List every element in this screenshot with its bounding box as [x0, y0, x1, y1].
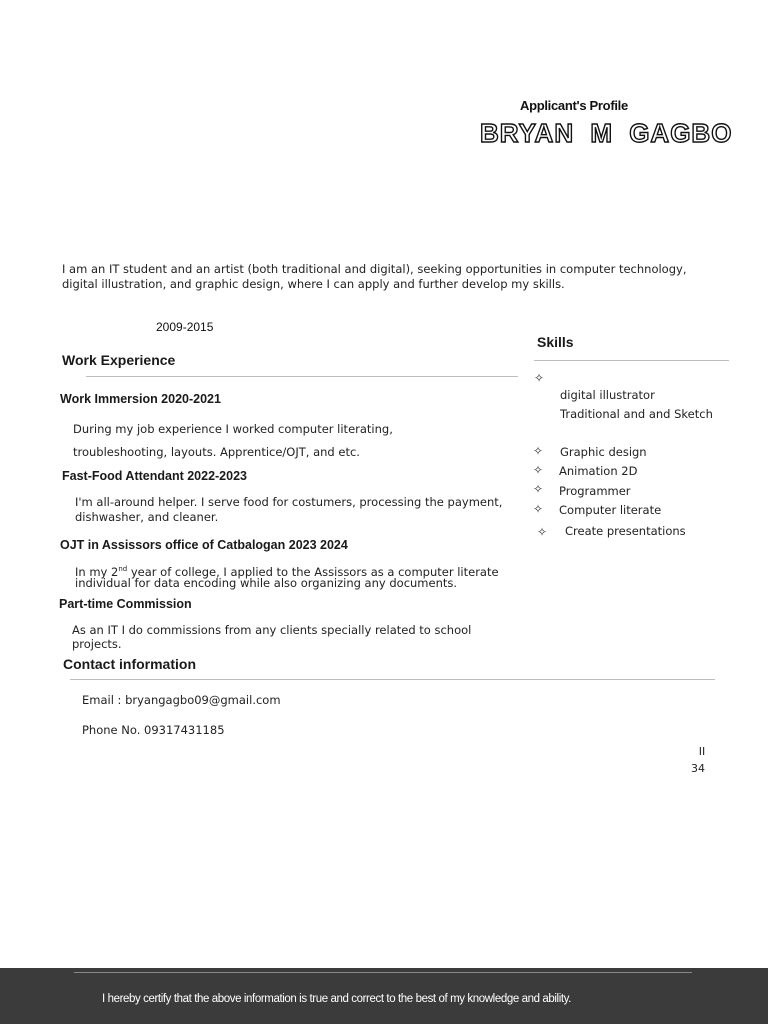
job-title: Fast-Food Attendant 2022-2023	[62, 469, 247, 483]
job-title: OJT in Assissors office of Catbalogan 2023 2024	[60, 538, 348, 552]
job-description-line: I'm all-around helper. I serve food for costumers, processing the payment,	[75, 495, 503, 509]
skill-item: Graphic design	[560, 445, 647, 459]
footer-divider	[74, 972, 692, 973]
contact-heading: Contact information	[63, 656, 196, 672]
job-description-line: troubleshooting, layouts. Apprentice/OJT, and etc.	[73, 445, 360, 459]
years-label: 2009-2015	[156, 320, 214, 334]
skill-item: Animation 2D	[559, 464, 638, 478]
job-description-line: As an IT I do commissions from any clients specially related to school	[72, 623, 472, 637]
skill-item: Computer literate	[559, 503, 662, 517]
page-number: 34	[691, 762, 705, 775]
job-description-line: During my job experience I worked computer literating,	[73, 422, 393, 436]
job-description-line: dishwasher, and cleaner.	[75, 510, 219, 524]
contact-divider	[70, 679, 715, 680]
applicant-name: BRYAN M GAGBO	[480, 118, 733, 148]
skills-divider	[534, 360, 729, 361]
page-marker: II	[698, 745, 706, 758]
skill-item: Create presentations	[565, 524, 686, 538]
sparkle-bullet-icon: ✧	[537, 525, 548, 539]
email-text: Email : bryangagbo09@gmail.com	[82, 693, 281, 707]
skills-heading: Skills	[537, 334, 574, 350]
skill-item: digital illustrator	[560, 388, 655, 402]
sparkle-bullet-icon: ✧	[533, 482, 544, 496]
skill-item: Programmer	[559, 484, 631, 498]
work-experience-divider	[86, 376, 518, 377]
sparkle-bullet-icon: ✧	[534, 371, 545, 385]
sparkle-bullet-icon: ✧	[533, 444, 544, 458]
job-title: Part-time Commission	[59, 597, 192, 611]
summary-paragraph: I am an IT student and an artist (both traditional and digital), seeking opportunities in computer technology, digital illustration, and graphic design, where I can apply and further develop my skills.	[62, 262, 687, 291]
job-description-line: projects.	[72, 637, 122, 651]
job-title: Work Immersion 2020-2021	[60, 392, 221, 406]
phone-text: Phone No. 09317431185	[82, 723, 225, 737]
skill-item: Traditional and and Sketch	[560, 407, 713, 421]
work-experience-heading: Work Experience	[62, 352, 176, 368]
sparkle-bullet-icon: ✧	[533, 502, 544, 516]
job-description-line: In my 2nd year of college, I applied to the Assissors as a computer literate	[75, 564, 499, 579]
profile-subtitle: Applicant's Profile	[520, 98, 628, 113]
job-description-line: individual for data encoding while also organizing any documents.	[75, 576, 458, 590]
certification-statement: I hereby certify that the above information is true and correct to the best of my knowledge and ability.	[102, 993, 571, 1005]
sparkle-bullet-icon: ✧	[533, 463, 544, 477]
